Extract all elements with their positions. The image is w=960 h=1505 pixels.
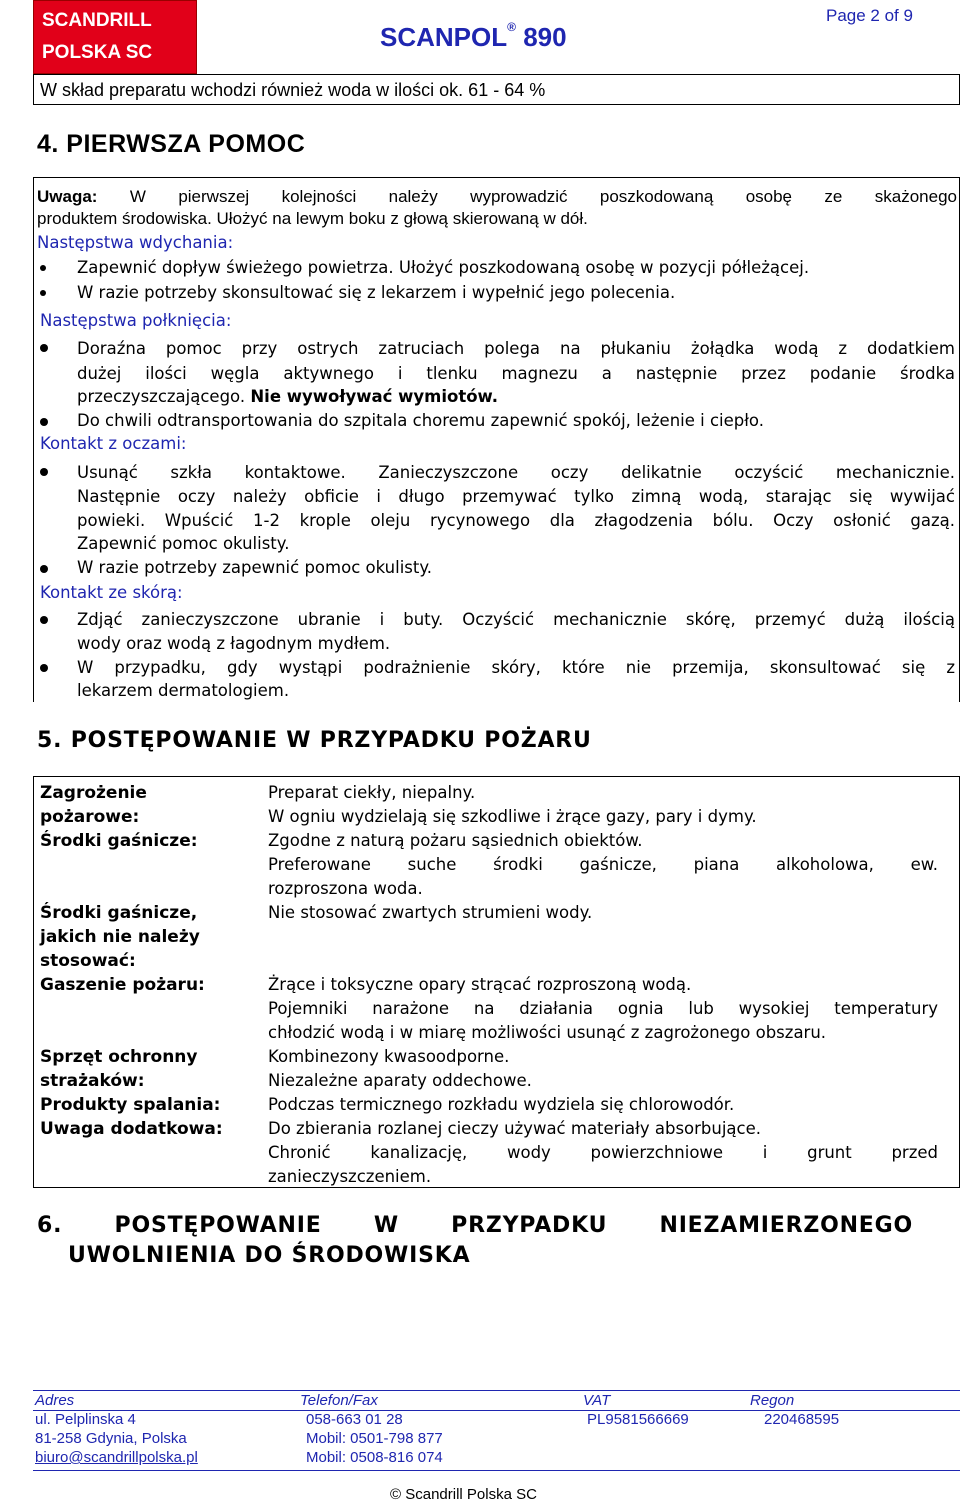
- warning-line-1: Uwaga: W pierwszej kolejności należy wyprowadzić poszkodowaną osobę ze skażonego: [37, 187, 957, 206]
- fire-row-label-firefighting: Gaszenie pożaru:: [40, 975, 205, 995]
- ingestion-item-2: Do chwili odtransportowania do szpitala choremu zapewnić spokój, leżenie i ciepło.: [77, 411, 764, 430]
- eyes-item-1-line-3: powieki. Wpuścić 1-2 krople oleju rycynowego dla złagodzenia bólu. Oczy osłonić gazą.: [77, 511, 955, 530]
- footer-email-link[interactable]: biuro@scandrillpolska.pl: [35, 1449, 198, 1466]
- bullet-icon: [40, 468, 48, 476]
- footer-mobile-1: Mobil: 0501-798 877: [306, 1430, 443, 1447]
- footer-vat-number: PL9581566669: [587, 1411, 689, 1428]
- company-name-line1: SCANDRILL: [42, 10, 152, 31]
- section-6-title-line-2: UWOLNIENIA DO ŚRODOWISKA: [68, 1243, 471, 1268]
- footer-address-line-1: ul. Pelplinska 4: [35, 1411, 136, 1428]
- fire-row-value-hazard: Preparat ciekły, niepalny. W ogniu wydzielają się szkodliwe i żrące gazy, pary i dymy.: [268, 783, 757, 826]
- footer-bottom-divider: [33, 1470, 960, 1471]
- bullet-icon: [40, 616, 48, 624]
- footer-mobile-2: Mobil: 0508-816 074: [306, 1449, 443, 1466]
- ingestion-item-1-line-1: Doraźna pomoc przy ostrych zatruciach polega na płukaniu żołądka wodą z dodatkiem: [77, 339, 955, 358]
- fire-row-label-hazard: Zagrożenie pożarowe:: [40, 783, 147, 827]
- section-4-title: 4. PIERWSZA POMOC: [37, 130, 306, 158]
- footer-regon-number: 220468595: [764, 1411, 840, 1428]
- fire-row-label-equipment: Sprzęt ochronny strażaków:: [40, 1047, 198, 1091]
- bullet-icon: [40, 290, 46, 296]
- fire-row-label-extinguishers: Środki gaśnicze:: [40, 831, 198, 851]
- skin-item-2-line-1: W przypadku, gdy wystąpi podrażnienie skóry, które nie przemija, skonsultować się z: [77, 658, 955, 677]
- footer-header-address: Adres: [35, 1392, 75, 1409]
- fire-row-label-unsuitable: Środki gaśnicze, jakich nie należy stosować:: [40, 903, 200, 971]
- footer-phone-1: 058-663 01 28: [306, 1411, 403, 1428]
- inhalation-heading: Następstwa wdychania:: [37, 233, 234, 252]
- fire-row-label-note: Uwaga dodatkowa:: [40, 1119, 223, 1139]
- footer-header-phone: Telefon/Fax: [300, 1392, 378, 1409]
- ingestion-item-1-line-2: dużej ilości węgla aktywnego i tlenku magnezu a następnie przez podanie środka: [77, 364, 955, 383]
- fire-row-value-unsuitable: Nie stosować zwartych strumieni wody.: [268, 903, 593, 922]
- inhalation-item-1: Zapewnić dopływ świeżego powietrza. Ułożyć poszkodowaną osobę w pozycji półleżącej.: [77, 258, 810, 277]
- skin-item-1-line-1: Zdjąć zanieczyszczone ubranie i buty. Oczyścić mechanicznie skórę, przemyć dużą ilością: [77, 610, 955, 629]
- footer-address-line-2: 81-258 Gdynia, Polska: [35, 1430, 187, 1447]
- warning-line-2: produktem środowiska. Ułożyć na lewym boku z głową skierowaną w dół.: [37, 209, 588, 228]
- eyes-item-2: W razie potrzeby zapewnić pomoc okulisty.: [77, 558, 433, 577]
- bullet-icon: [40, 664, 48, 672]
- fire-row-value-products: Podczas termicznego rozkładu wydziela się chlorowodór.: [268, 1095, 735, 1114]
- page-number: Page 2 of 9: [826, 6, 913, 25]
- fire-row-value-note: Do zbierania rozlanej cieczy używać materiały absorbujące. Chronić kanalizację, wody powierzchniowe i grunt przed zanieczyszczeniem.: [268, 1119, 938, 1186]
- eyes-item-1-line-4: Zapewnić pomoc okulisty.: [77, 534, 290, 553]
- company-name-line2: POLSKA SC: [42, 42, 153, 63]
- bullet-icon: [40, 344, 48, 352]
- fire-row-value-extinguishers: Zgodne z naturą pożaru sąsiednich obiektów. Preferowane suche środki gaśnicze, piana alkoholowa, ew. rozproszona woda.: [268, 831, 938, 898]
- eyes-item-1-line-2: Następnie oczy należy obficie i długo przemywać tylko zimną wodą, starając się wywijać: [77, 487, 955, 506]
- skin-item-2-line-2: lekarzem dermatologiem.: [77, 681, 290, 700]
- water-content-note: W skład preparatu wchodzi również woda w ilości ok. 61 - 64 %: [40, 80, 546, 100]
- bullet-icon: [40, 265, 46, 271]
- ingestion-item-1-line-3: przeczyszczającego. Nie wywoływać wymiotów.: [77, 387, 498, 406]
- footer-copyright: © Scandrill Polska SC: [390, 1486, 537, 1503]
- fire-row-value-firefighting: Żrące i toksyczne opary strącać rozproszoną wodą. Pojemniki narażone na działania ognia lub wysokiej temperatury chłodzić wodą i w miarę możliwości usunąć z zagrożonego obszaru.: [268, 975, 938, 1042]
- inhalation-item-2: W razie potrzeby skonsultować się z lekarzem i wypełnić jego polecenia.: [77, 283, 676, 302]
- header-divider: [33, 74, 960, 75]
- eyes-item-1-line-1: Usunąć szkła kontaktowe. Zanieczyszczone oczy delikatnie oczyścić mechanicznie.: [77, 463, 955, 482]
- footer-divider: [33, 1390, 960, 1391]
- skin-heading: Kontakt ze skórą:: [40, 583, 183, 602]
- footer-header-regon: Regon: [750, 1392, 795, 1409]
- fire-row-label-products: Produkty spalania:: [40, 1095, 221, 1115]
- section-6-title-line-1: 6. POSTĘPOWANIE W PRZYPADKU NIEZAMIERZONEGO: [37, 1213, 913, 1238]
- footer-header-vat: VAT: [583, 1392, 611, 1409]
- section-5-title: 5. POSTĘPOWANIE W PRZYPADKU POŻARU: [37, 728, 592, 753]
- fire-row-value-equipment: Kombinezony kwasoodporne. Niezależne aparaty oddechowe.: [268, 1047, 532, 1090]
- eyes-heading: Kontakt z oczami:: [40, 434, 187, 453]
- ingestion-heading: Następstwa połknięcia:: [40, 311, 232, 330]
- water-note-divider: [33, 104, 960, 105]
- product-name: SCANPOL® 890: [380, 20, 567, 52]
- bullet-icon: [40, 418, 48, 426]
- skin-item-1-line-2: wody oraz wodą z łagodnym mydłem.: [77, 634, 391, 653]
- bullet-icon: [40, 565, 48, 573]
